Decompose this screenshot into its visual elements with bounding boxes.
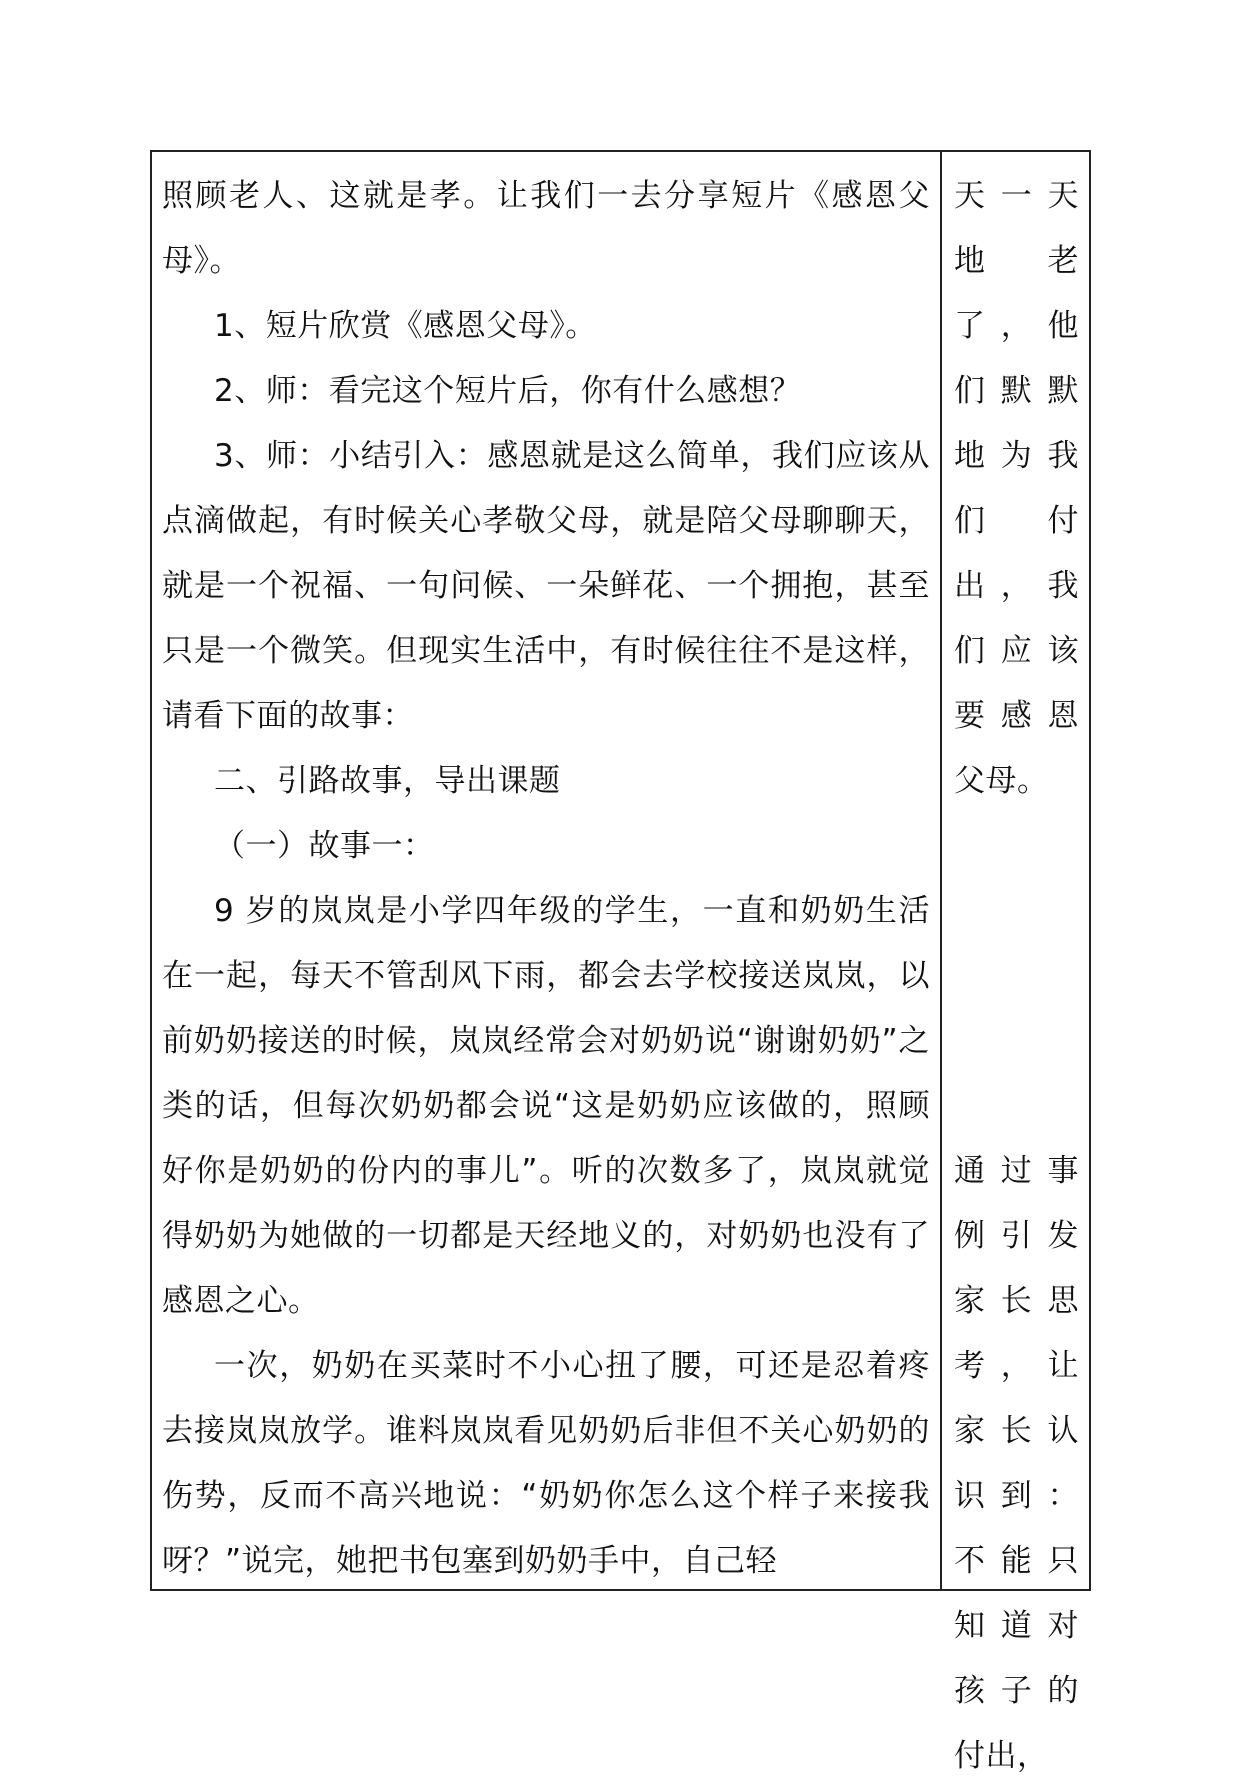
story-heading: （一）故事一： [214,828,435,864]
paragraph-step-2: 2、师：看完这个短片后，你有什么感想？ [214,373,802,409]
lesson-content-cell [152,152,942,1589]
paragraph-step-1: 1、短片欣赏《感恩父母》。 [214,308,597,344]
side-note-1: 天一天地老了，他们默默地为我们付出，我们应该要感恩父母。 [954,178,1079,799]
paragraph-intro: 照顾老人、这就是孝。让我们一去分享短片《感恩父母》。 [162,178,930,279]
paragraph-step-3: 3、师：小结引入：感恩就是这么简单，我们应该从点滴做起，有时候关心孝敬父母，就是陪父母聊聊天，就是一个祝福、一句问候、一朵鲜花、一个拥抱，甚至只是一个微笑。但现实生活中，有时候往往不是这样，请看下面的故事： [162,438,930,734]
design-intent-cell [942,152,1089,1774]
section-heading: 二、引路故事，导出课题 [214,763,561,799]
paragraph-story-1: 9 岁的岚岚是小学四年级的学生，一直和奶奶生活在一起，每天不管刮风下雨，都会去学校接送岚岚，以前奶奶接送的时候，岚岚经常会对奶奶说“谢谢奶奶”之类的话，但每次奶奶都会说“这是奶奶应该做的，照顾好你是奶奶的份内的事儿”。听的次数多了，岚岚就觉得奶奶为她做的一切都是天经地义的，对奶奶也没有了感恩之心。 [162,893,930,1319]
side-note-2: 通过事例引发家长思考，让家长认识到：不能只知道对孩子的付出， [954,1153,1079,1774]
lesson-plan-table [150,150,1091,1774]
paragraph-story-2: 一次，奶奶在买菜时不小心扭了腰，可还是忍着疼去接岚岚放学。谁料岚岚看见奶奶后非但不关心奶奶的伤势，反而不高兴地说：“奶奶你怎么这个样子来接我呀？”说完，她把书包塞到奶奶手中，自己轻 [162,1348,930,1579]
